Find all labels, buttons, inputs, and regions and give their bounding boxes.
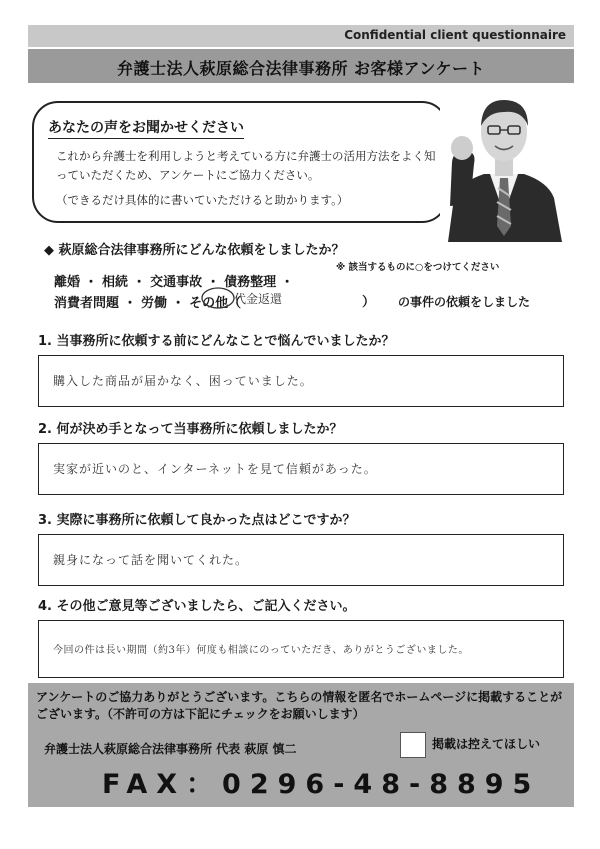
fax-number: FAX：0296-48-8895 bbox=[102, 769, 541, 800]
header-subtitle-bar bbox=[28, 25, 574, 47]
footer-notice: アンケートのご協力ありがとうございます。こちらの情報を匿名でホームページに掲載することがございます。（不許可の方は下記にチェックをお願いします） bbox=[36, 690, 563, 721]
answer-4: 今回の件は長い期間（約3年）何度も相談にのっていただき、ありがとうございました。 bbox=[53, 645, 469, 656]
answer-2: 実家が近いのと、インターネットを見て信頼があった。 bbox=[53, 462, 377, 476]
answer-1: 購入した商品が届かなく、困っていました。 bbox=[53, 374, 313, 388]
answer-box-4 bbox=[38, 620, 564, 678]
category-list-1: 離婚 ・ 相続 ・ 交通事故 ・ 債務整理 ・ bbox=[54, 275, 294, 290]
request-question: ◆ 萩原総合法律事務所にどんな依頼をしましたか？ bbox=[44, 243, 345, 258]
header-subtitle: Confidential client questionnaire bbox=[344, 28, 566, 42]
no-publish-label: 掲載は控えてほしい bbox=[432, 737, 541, 751]
answer-3: 親身になって話を聞いてくれた。 bbox=[53, 553, 249, 567]
question-3: 3. 実際に事務所に依頼して良かった点はどこですか？ bbox=[38, 513, 356, 528]
request-suffix: の事件の依頼をしました bbox=[398, 295, 531, 309]
page-title: 弁護士法人萩原総合法律事務所 お客様アンケート bbox=[116, 59, 486, 78]
bubble-note: （できるだけ具体的に書いていただけると助かります。） bbox=[56, 193, 349, 207]
circle-mark-icon bbox=[200, 286, 236, 310]
bubble-body: これから弁護士を利用しようと考えている方に弁護士の活用方法をよく知っていただくため、アンケートにご協力ください。 bbox=[56, 149, 436, 182]
answer-box-1 bbox=[38, 355, 564, 407]
no-publish-checkbox[interactable] bbox=[400, 732, 426, 758]
question-1: 1. 当事務所に依頼する前にどんなことで悩んでいましたか？ bbox=[38, 334, 395, 349]
footer-panel bbox=[28, 683, 574, 807]
other-request-answer: 代金返還 bbox=[234, 292, 283, 306]
paren-close: ） bbox=[362, 295, 376, 310]
category-list-2: 消費者問題 ・ 労働 ・ その他（ bbox=[54, 296, 242, 311]
answer-box-2 bbox=[38, 443, 564, 495]
lawyer-portrait-icon bbox=[440, 86, 568, 242]
question-4: 4. その他ご意見等ございましたら、ご記入ください。 bbox=[38, 599, 356, 614]
speech-bubble bbox=[32, 101, 448, 223]
firm-representative: 弁護士法人萩原総合法律事務所 代表 萩原 慎二 bbox=[44, 742, 297, 756]
answer-box-3 bbox=[38, 534, 564, 586]
question-2: 2. 何が決め手となって当事務所に依頼しましたか？ bbox=[38, 422, 343, 437]
bubble-title: あなたの声をお聞かせください bbox=[48, 117, 244, 139]
header-title-bar bbox=[28, 49, 574, 83]
mark-instruction: ※ 該当するものに○をつけてください bbox=[336, 262, 500, 273]
lawyer-photo bbox=[440, 86, 568, 242]
